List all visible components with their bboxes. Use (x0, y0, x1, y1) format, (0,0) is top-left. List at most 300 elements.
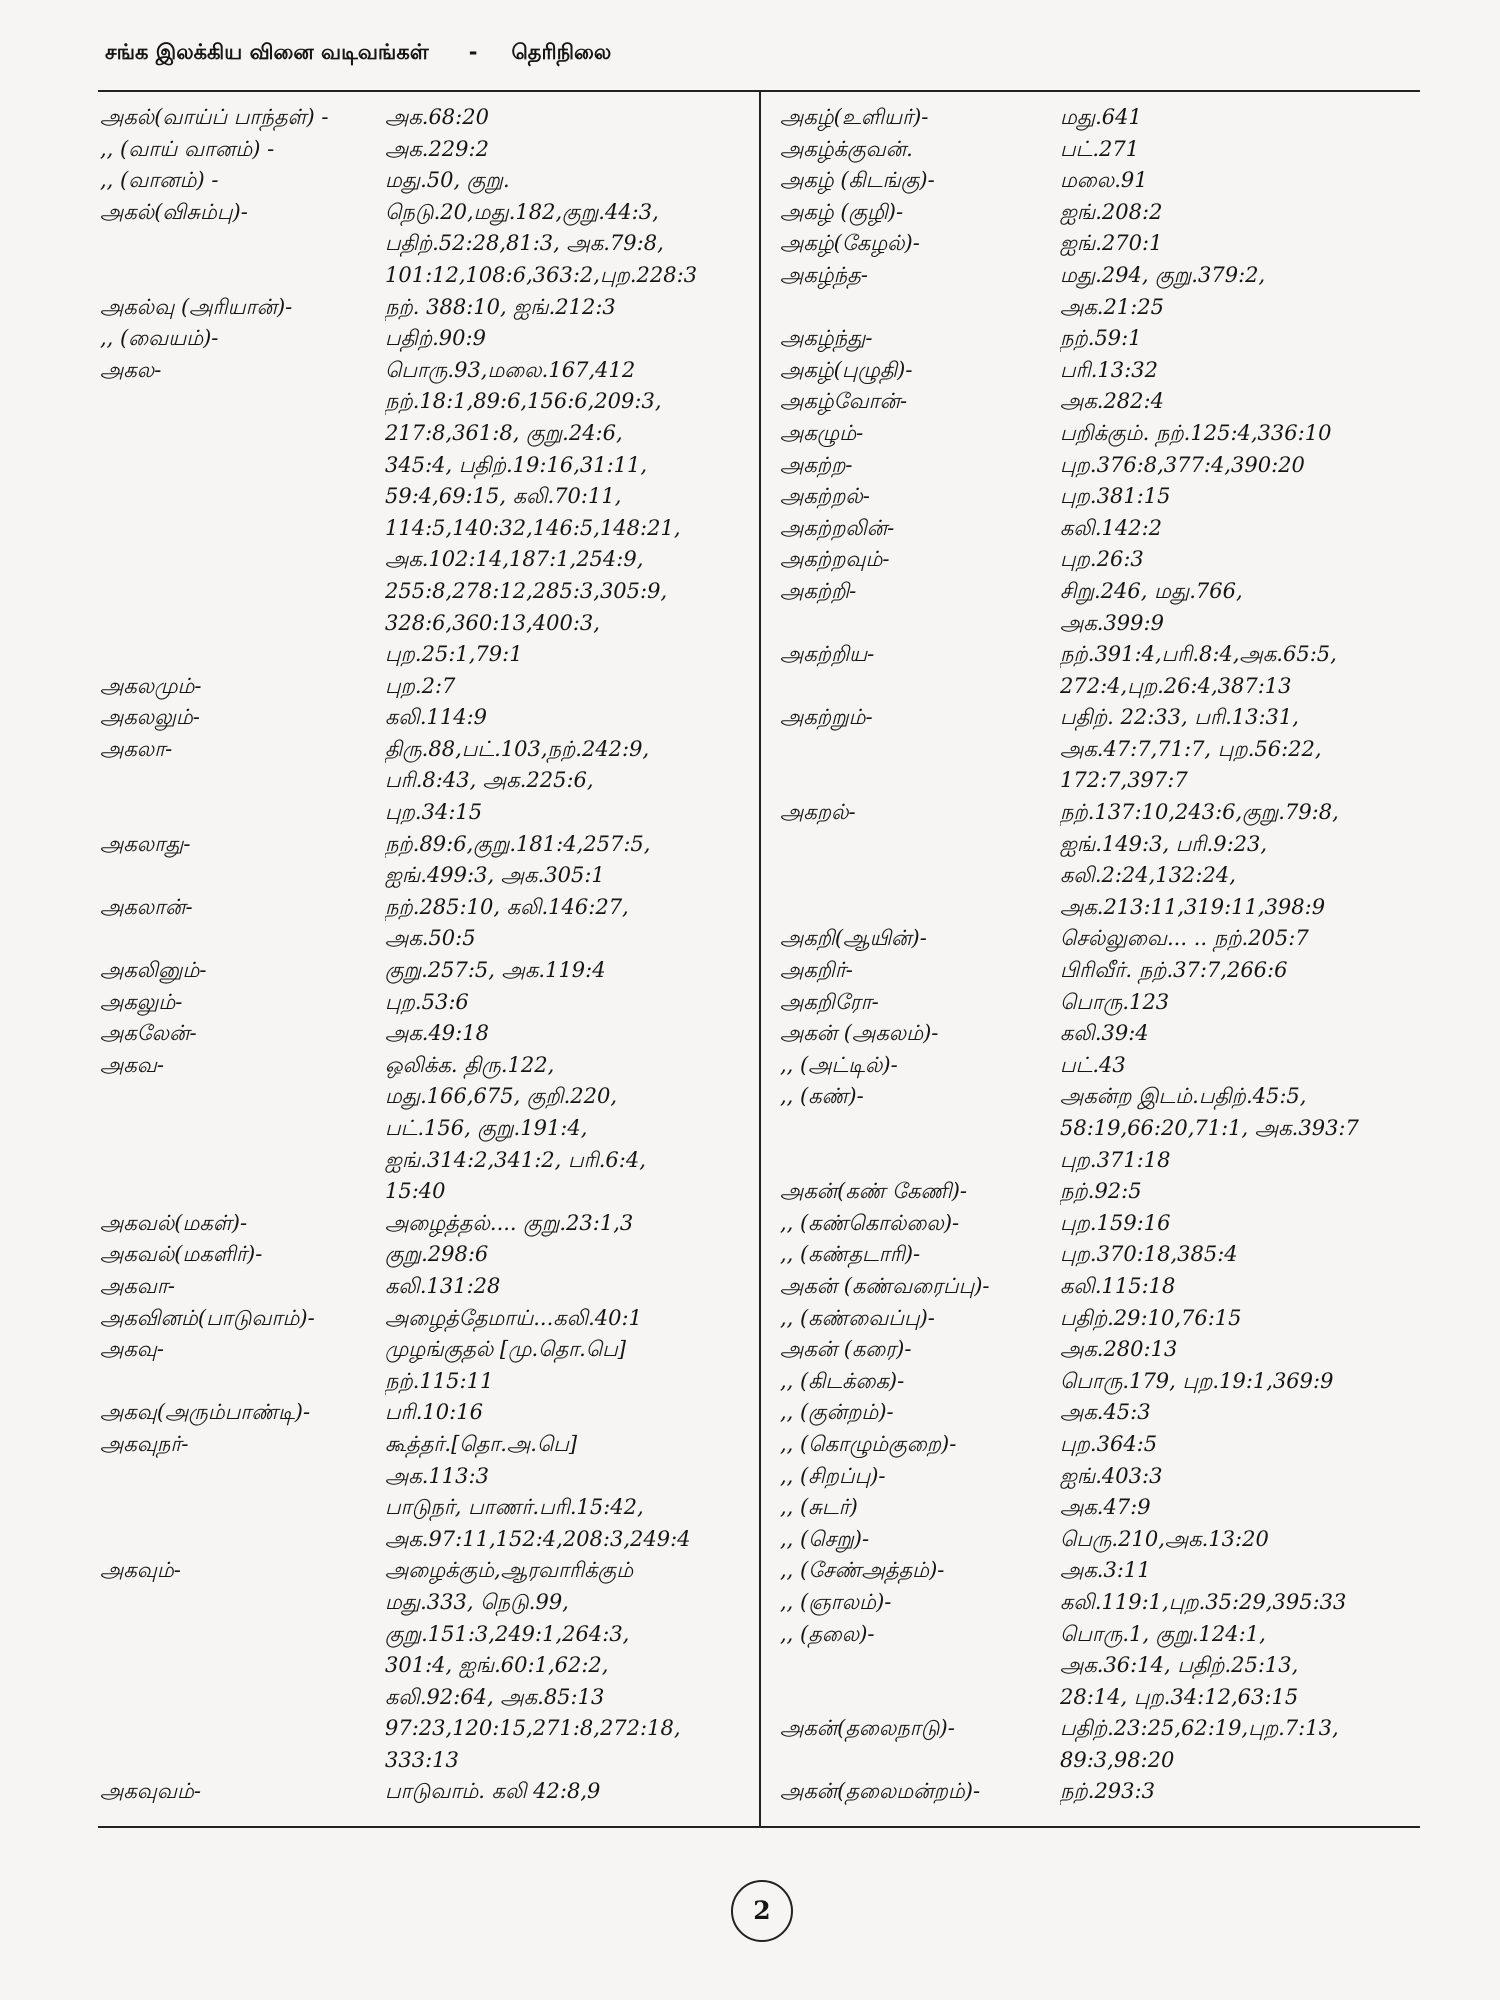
entry-headword (100, 1650, 385, 1682)
right-column (780, 102, 1420, 1808)
page-number: 2 (731, 1880, 793, 1942)
entry-references: கலி.114:9 (385, 705, 488, 730)
entry-headword (100, 797, 385, 829)
entry-references: 97:23,120:15,271:8,272:18, (385, 1716, 681, 1741)
entry-headword (780, 829, 1060, 861)
entry-headword (100, 418, 385, 450)
entry-references: பொரு.179, புற.19:1,369:9 (1060, 1368, 1334, 1393)
entry-headword: அகழும்- (780, 420, 864, 445)
entry-headword: அகழ்க்குவன். (780, 136, 913, 161)
index-entry (100, 1208, 750, 1240)
entry-headword (780, 765, 1060, 797)
entry-references: நற்.89:6,குறு.181:4,257:5, (385, 831, 651, 856)
entry-references: பதிற். 22:33, பரி.13:31, (1060, 705, 1299, 730)
entry-references: அக.113:3 (385, 1463, 489, 1488)
index-entry (100, 228, 750, 260)
entry-references: சிறு.246, மது.766, (1060, 578, 1243, 603)
entry-headword: அகற்றி- (780, 578, 857, 603)
entry-references: பெரு.210,அக.13:20 (1060, 1526, 1269, 1551)
entry-headword: ,, (சுடர்) (780, 1495, 858, 1520)
entry-headword: அகன் (அகலம்)- (780, 1021, 939, 1046)
index-entry (780, 1081, 1420, 1113)
entry-headword: அகறிரோ- (780, 989, 879, 1014)
index-entry (780, 765, 1420, 797)
entry-references: கலி.2:24,132:24, (1060, 863, 1236, 888)
entry-references: கலி.39:4 (1060, 1021, 1149, 1046)
entry-headword (100, 260, 385, 292)
index-entry (780, 987, 1420, 1019)
index-entry (780, 1555, 1420, 1587)
index-entry (780, 1492, 1420, 1524)
index-entry (780, 1461, 1420, 1493)
index-entry (100, 323, 750, 355)
running-subtitle: தெரிநிலை (511, 40, 612, 64)
entry-references: நற்.18:1,89:6,156:6,209:3, (385, 389, 662, 414)
entry-headword: அகன் (கண்வரைப்பு)- (780, 1273, 990, 1298)
index-entry (780, 860, 1420, 892)
index-entry (100, 1587, 750, 1619)
index-entry (780, 1334, 1420, 1366)
entry-references: அக.3:11 (1060, 1558, 1151, 1583)
index-entry (100, 765, 750, 797)
index-entry (100, 639, 750, 671)
index-entry (100, 1713, 750, 1745)
entry-headword (100, 1461, 385, 1493)
entry-headword: அகறிர்- (780, 958, 853, 983)
entry-references: ஐங்.149:3, பரி.9:23, (1060, 831, 1268, 856)
index-entry (100, 1524, 750, 1556)
entry-headword: அகல்(வாய்ப் பாந்தள்) - (100, 105, 329, 129)
entry-headword: அகற்றவும்- (780, 547, 890, 572)
entry-references: பொரு.123 (1060, 989, 1170, 1014)
entry-headword (780, 1650, 1060, 1682)
index-entry (780, 1050, 1420, 1082)
entry-references: கூத்தர்.[தொ.அ.பெ] (385, 1431, 578, 1456)
entry-headword (780, 734, 1060, 766)
entry-references: பொரு.1, குறு.124:1, (1060, 1621, 1266, 1646)
entry-headword (780, 860, 1060, 892)
index-entry (100, 1145, 750, 1177)
entry-headword: அகவ- (100, 1052, 164, 1077)
entry-references: குறு.298:6 (385, 1242, 489, 1267)
index-entry (780, 1587, 1420, 1619)
entry-references: புற.364:5 (1060, 1431, 1158, 1456)
entry-references: ஐங்.270:1 (1060, 231, 1163, 256)
entry-references: கலி.131:28 (385, 1273, 501, 1298)
entry-headword: ,, (சிறப்பு)- (780, 1463, 886, 1488)
index-entry (100, 1619, 750, 1651)
entry-headword (100, 513, 385, 545)
index-entry (780, 165, 1420, 197)
entry-references: ஐங்.403:3 (1060, 1463, 1163, 1488)
entry-headword: அகவுவம்- (100, 1779, 201, 1804)
entry-references: மது.166,675, குறி.220, (385, 1084, 618, 1109)
index-entry (100, 450, 750, 482)
entry-headword: அகறி(ஆயின்)- (780, 926, 927, 951)
entry-headword: அகலேன்- (100, 1021, 197, 1046)
entry-references: பதிற்.90:9 (385, 326, 486, 351)
left-column (100, 102, 750, 1808)
index-entry (100, 1113, 750, 1145)
entry-headword: அகற்றலின்- (780, 515, 895, 540)
entry-references: 28:14, புற.34:12,63:15 (1060, 1684, 1299, 1709)
entry-headword (100, 1745, 385, 1777)
entry-references: 272:4,புற.26:4,387:13 (1060, 673, 1292, 698)
entry-headword: அகலாது- (100, 831, 191, 856)
entry-headword: அகற்றும்- (780, 705, 873, 730)
index-entry (100, 1271, 750, 1303)
index-entry (780, 923, 1420, 955)
index-entry (100, 197, 750, 229)
index-entry (780, 228, 1420, 260)
entry-references: நற்.92:5 (1060, 1179, 1142, 1204)
header-separator: - (468, 40, 478, 64)
index-entry (100, 987, 750, 1019)
index-entry (780, 134, 1420, 166)
entry-headword: அகலும்- (100, 989, 183, 1014)
index-entry (100, 418, 750, 450)
index-entry (100, 1682, 750, 1714)
entry-references: பறிக்கும். நற்.125:4,336:10 (1060, 420, 1332, 445)
running-title: சங்க இலக்கிய வினை வடிவங்கள் (105, 40, 429, 64)
entry-headword (780, 1745, 1060, 1777)
index-entry (780, 1176, 1420, 1208)
entry-headword (100, 1524, 385, 1556)
entry-headword: ,, (கொழும்குறை)- (780, 1431, 957, 1456)
entry-headword (100, 1713, 385, 1745)
entry-headword: அகறல்- (780, 800, 856, 825)
entry-references: குறு.151:3,249:1,264:3, (385, 1621, 630, 1646)
entry-references: அக.97:11,152:4,208:3,249:4 (385, 1526, 691, 1551)
entry-references: ஒலிக்க. திரு.122, (385, 1052, 555, 1077)
index-entry (100, 1397, 750, 1429)
entry-references: நற்.137:10,243:6,குறு.79:8, (1060, 800, 1339, 825)
entry-references: பாடுநர், பாணர்.பரி.15:42, (385, 1495, 644, 1520)
entry-references: பரி.8:43, அக.225:6, (385, 768, 594, 793)
entry-references: மது.50, குறு. (385, 168, 510, 193)
entry-headword: அகன் (கரை)- (780, 1337, 912, 1362)
entry-headword (100, 1081, 385, 1113)
entry-headword: ,, (கண்தடாரி)- (780, 1242, 921, 1267)
entry-references: மது.641 (1060, 105, 1142, 129)
index-entry (780, 481, 1420, 513)
index-entry (100, 165, 750, 197)
entry-references: பாடுவாம். கலி 42:8,9 (385, 1779, 601, 1804)
entry-headword (780, 608, 1060, 640)
entry-headword: ,, (கிடக்கை)- (780, 1368, 905, 1393)
index-entry (100, 1555, 750, 1587)
entry-headword: அகவினம்(பாடுவாம்)- (100, 1305, 315, 1330)
index-entry (780, 1271, 1420, 1303)
entry-references: குறு.257:5, அக.119:4 (385, 958, 606, 983)
entry-references: புற.381:15 (1060, 484, 1171, 509)
index-entry (780, 1429, 1420, 1461)
entry-headword: ,, (வாய் வானம்) - (100, 136, 275, 161)
entry-headword (780, 292, 1060, 324)
entry-references: அக.229:2 (385, 136, 489, 161)
entry-headword (100, 608, 385, 640)
index-entry (780, 513, 1420, 545)
index-entry (780, 418, 1420, 450)
index-entry (100, 134, 750, 166)
index-entry (100, 860, 750, 892)
entry-headword (100, 386, 385, 418)
entry-headword: அகலமும்- (100, 673, 202, 698)
entry-headword: அகழ்ந்து- (780, 326, 873, 351)
entry-references: புற.25:1,79:1 (385, 642, 523, 667)
entry-headword (780, 1113, 1060, 1145)
entry-headword: அகன்(கண் கேணி)- (780, 1179, 968, 1204)
index-entry (780, 260, 1420, 292)
index-entry (780, 1366, 1420, 1398)
entry-headword (100, 228, 385, 260)
entry-references: நற்.115:11 (385, 1368, 494, 1393)
index-entry (780, 292, 1420, 324)
entry-references: முழங்குதல் [மு.தொ.பெ] (385, 1337, 626, 1362)
entry-references: பொரு.93,மலை.167,412 (385, 357, 636, 382)
entry-references: நற்.391:4,பரி.8:4,அக.65:5, (1060, 642, 1337, 667)
entry-headword: ,, (கண்)- (780, 1084, 864, 1109)
index-entry (100, 892, 750, 924)
entry-references: அக.50:5 (385, 926, 476, 951)
entry-references: அக.49:18 (385, 1021, 489, 1046)
index-entry (780, 1619, 1420, 1651)
entry-references: அழைத்தேமாய்...கலி.40:1 (385, 1305, 642, 1330)
entry-references: பிரிவீர். நற்.37:7,266:6 (1060, 958, 1288, 983)
index-entry (100, 1366, 750, 1398)
entry-headword (100, 1176, 385, 1208)
entry-references: கலி.92:64, அக.85:13 (385, 1684, 605, 1709)
entry-references: 15:40 (385, 1179, 446, 1204)
index-entry (780, 1303, 1420, 1335)
entry-references: அக.47:9 (1060, 1495, 1151, 1520)
entry-references: அக.102:14,187:1,254:9, (385, 547, 644, 572)
entry-references: பரி.13:32 (1060, 357, 1158, 382)
entry-references: பட்.156, குறு.191:4, (385, 1116, 588, 1140)
entry-references: புற.2:7 (385, 673, 456, 698)
entry-headword: அகல- (100, 357, 162, 382)
entry-references: அக.47:7,71:7, புற.56:22, (1060, 736, 1322, 761)
entry-headword: அகழ்(கேழல்)- (780, 231, 920, 256)
entry-references: செல்லுவை... .. நற்.205:7 (1060, 926, 1309, 951)
entry-references: 172:7,397:7 (1060, 768, 1188, 793)
index-entry (100, 292, 750, 324)
entry-references: அக.213:11,319:11,398:9 (1060, 894, 1326, 919)
index-entry (780, 608, 1420, 640)
entry-headword: ,, (சேண்அத்தம்)- (780, 1558, 945, 1583)
index-entry (100, 1461, 750, 1493)
entry-headword: அகழ் (கிடங்கு)- (780, 168, 935, 193)
entry-references: மது.294, குறு.379:2, (1060, 262, 1266, 287)
entry-headword (100, 450, 385, 482)
entry-headword (100, 1619, 385, 1651)
entry-references: அழைத்தல்.... குறு.23:1,3 (385, 1210, 634, 1235)
entry-headword (100, 576, 385, 608)
entry-references: பட்.43 (1060, 1052, 1126, 1077)
entry-references: கலி.142:2 (1060, 515, 1163, 540)
index-entry (100, 513, 750, 545)
entry-headword: அகவல்(மகளிர்)- (100, 1242, 263, 1267)
index-entry (100, 1650, 750, 1682)
entry-references: மது.333, நெடு.99, (385, 1589, 569, 1614)
entry-headword: அகற்ற- (780, 452, 853, 477)
index-entry (100, 355, 750, 387)
entry-headword: ,, (ஞாலம்)- (780, 1589, 892, 1614)
entry-headword: ,, (வையம்)- (100, 326, 219, 351)
index-entry (100, 797, 750, 829)
entry-headword: ,, (செறு)- (780, 1526, 870, 1551)
entry-headword (100, 1682, 385, 1714)
entry-references: புற.26:3 (1060, 547, 1144, 572)
index-entry (100, 923, 750, 955)
entry-references: அக.280:13 (1060, 1337, 1178, 1362)
index-entry (100, 671, 750, 703)
index-entry (100, 1081, 750, 1113)
index-entry (780, 671, 1420, 703)
index-entry (100, 1745, 750, 1777)
entry-references: கலி.119:1,புற.35:29,395:33 (1060, 1589, 1347, 1614)
entry-references: ஐங்.499:3, அக.305:1 (385, 863, 605, 888)
entry-references: 101:12,108:6,363:2,புற.228:3 (385, 262, 698, 287)
index-entry (100, 734, 750, 766)
entry-headword (780, 671, 1060, 703)
index-entry (780, 829, 1420, 861)
entry-headword: அகழ்(உளியர்)- (780, 105, 929, 129)
entry-headword (100, 860, 385, 892)
entry-headword: அகவு(அரும்பாண்டி)- (100, 1400, 311, 1425)
entry-headword (100, 544, 385, 576)
entry-headword (100, 1113, 385, 1145)
entry-references: புற.53:6 (385, 989, 469, 1014)
index-entry (100, 702, 750, 734)
entry-references: 328:6,360:13,400:3, (385, 610, 600, 635)
entry-headword (100, 1587, 385, 1619)
column-divider (759, 90, 761, 1828)
entry-references: நற். 388:10, ஐங்.212:3 (385, 294, 616, 319)
index-entry (780, 797, 1420, 829)
index-entry (780, 1397, 1420, 1429)
entry-references: நற்.59:1 (1060, 326, 1142, 351)
index-entry (780, 1682, 1420, 1714)
index-entry (780, 1650, 1420, 1682)
index-entry (100, 1492, 750, 1524)
index-entry (100, 1776, 750, 1808)
entry-headword: அகன்(தலைமன்றம்)- (780, 1779, 981, 1804)
entry-headword: அகலலும்- (100, 705, 200, 730)
entry-references: அழைக்கும்,ஆரவாரிக்கும் (385, 1558, 634, 1583)
index-entry (100, 1429, 750, 1461)
bottom-rule (98, 1826, 1420, 1828)
index-entry (780, 102, 1420, 134)
entry-references: 301:4, ஐங்.60:1,62:2, (385, 1653, 609, 1678)
entry-headword: அகல்(விசும்பு)- (100, 199, 248, 224)
entry-headword: அகவுநர்- (100, 1431, 189, 1456)
index-entry (780, 576, 1420, 608)
entry-references: நற்.285:10, கலி.146:27, (385, 894, 629, 919)
entry-references: கலி.115:18 (1060, 1273, 1176, 1298)
entry-references: புற.371:18 (1060, 1147, 1171, 1172)
entry-headword: அகழ்வோன்- (780, 389, 908, 414)
index-entry (100, 544, 750, 576)
index-entry (780, 1113, 1420, 1145)
entry-headword: அகலான்- (100, 894, 193, 919)
index-entry (100, 829, 750, 861)
entry-headword: ,, (அட்டில்)- (780, 1052, 898, 1077)
entry-references: அகன்ற இடம்.பதிற்.45:5, (1060, 1084, 1307, 1109)
entry-references: ஐங்.314:2,341:2, பரி.6:4, (385, 1147, 646, 1172)
entry-headword: அகழ்ந்த- (780, 262, 868, 287)
entry-headword: அகற்றல்- (780, 484, 870, 509)
index-entry (100, 260, 750, 292)
entry-references: பதிற்.29:10,76:15 (1060, 1305, 1242, 1330)
index-entry (100, 1050, 750, 1082)
index-entry (780, 1208, 1420, 1240)
index-entry (780, 386, 1420, 418)
page-header (105, 40, 611, 67)
entry-references: புற.159:16 (1060, 1210, 1171, 1235)
entry-headword: அகலினும்- (100, 958, 207, 983)
entry-headword: ,, (கண்கொல்லை)- (780, 1210, 960, 1235)
entry-headword: அகலா- (100, 736, 173, 761)
index-entry (100, 386, 750, 418)
entry-references: அக.36:14, பதிற்.25:13, (1060, 1653, 1299, 1678)
entry-references: 255:8,278:12,285:3,305:9, (385, 578, 668, 603)
entry-headword (100, 1366, 385, 1398)
entry-references: அக.399:9 (1060, 610, 1164, 635)
entry-headword: அகவும்- (100, 1558, 181, 1583)
entry-references: பதிற்.23:25,62:19,புற.7:13, (1060, 1716, 1339, 1741)
index-entry (100, 481, 750, 513)
entry-headword: ,, (தலை)- (780, 1621, 875, 1646)
index-entry (780, 1745, 1420, 1777)
entry-references: 217:8,361:8, குறு.24:6, (385, 420, 623, 445)
index-entry (780, 1239, 1420, 1271)
entry-headword: அகல்வு (அரியான்)- (100, 294, 293, 319)
entry-references: திரு.88,பட்.103,நற்.242:9, (385, 736, 650, 761)
index-entry (100, 1303, 750, 1335)
entry-references: 345:4, பதிற்.19:16,31:11, (385, 452, 648, 477)
entry-references: புற.34:15 (385, 800, 483, 825)
entry-references: நற்.293:3 (1060, 1779, 1155, 1804)
entry-headword (100, 639, 385, 671)
index-entry (100, 576, 750, 608)
entry-references: 333:13 (385, 1747, 459, 1772)
entry-headword (100, 1492, 385, 1524)
index-entry (780, 1776, 1420, 1808)
entry-headword (100, 765, 385, 797)
entry-headword: அகன்(தலைநாடு)- (780, 1716, 955, 1741)
index-entry (780, 955, 1420, 987)
entry-references: பரி.10:16 (385, 1400, 483, 1425)
entry-headword: அகவல்(மகள்)- (100, 1210, 248, 1235)
index-entry (100, 102, 750, 134)
entry-headword (780, 1145, 1060, 1177)
index-entry (100, 1334, 750, 1366)
entry-headword: ,, (வானம்) - (100, 168, 219, 193)
entry-headword: அகவா- (100, 1273, 175, 1298)
index-entry (780, 892, 1420, 924)
index-entry (780, 355, 1420, 387)
index-entry (100, 1239, 750, 1271)
index-entry (780, 734, 1420, 766)
index-entry (780, 544, 1420, 576)
index-entry (780, 1524, 1420, 1556)
index-entry (100, 955, 750, 987)
entry-references: பட்.271 (1060, 136, 1140, 161)
entry-references: புற.370:18,385:4 (1060, 1242, 1238, 1267)
entry-references: அக.21:25 (1060, 294, 1164, 319)
entry-references: நெடு.20,மது.182,குறு.44:3, (385, 199, 659, 224)
